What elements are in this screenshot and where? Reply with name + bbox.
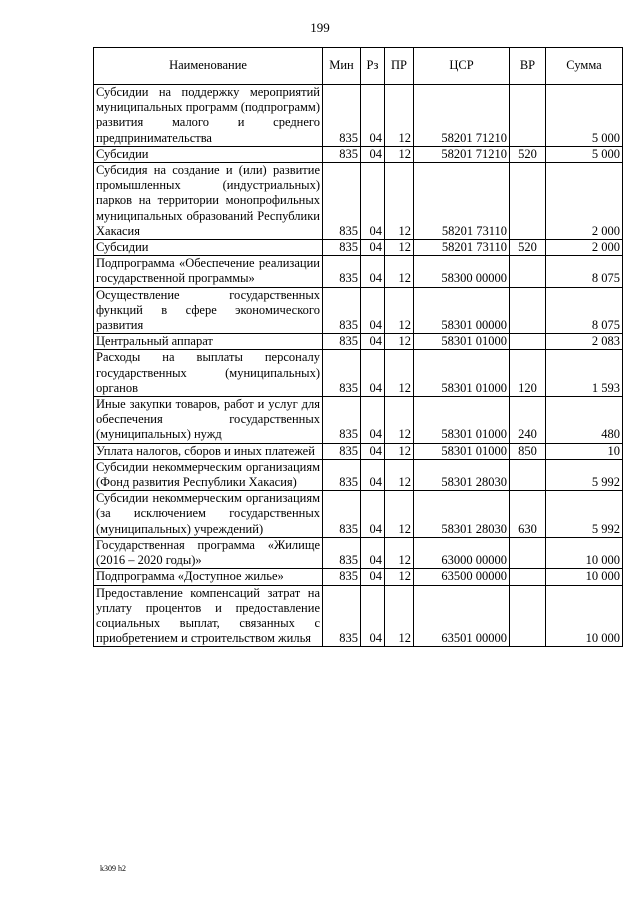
cell-vr [510, 256, 546, 287]
col-header-pr: ПР [385, 48, 414, 85]
cell-rz: 04 [361, 443, 385, 459]
cell-name: Субсидии некоммерческим организациям (Фонд развития Республики Хакасия) [94, 459, 323, 490]
cell-min: 835 [323, 85, 361, 147]
cell-pr: 12 [385, 491, 414, 538]
cell-csr: 58301 01000 [414, 334, 510, 350]
table-row [94, 443, 623, 459]
cell-vr: 630 [510, 491, 546, 538]
cell-sum: 10 000 [546, 537, 623, 568]
cell-sum: 8 075 [546, 256, 623, 287]
cell-pr: 12 [385, 85, 414, 147]
cell-name: Подпрограмма «Обеспечение реализации государственной программы» [94, 256, 323, 287]
cell-sum: 480 [546, 397, 623, 444]
table-row [94, 459, 623, 490]
cell-min: 835 [323, 585, 361, 647]
cell-csr: 58201 73110 [414, 163, 510, 240]
cell-name: Расходы на выплаты персоналу государственных (муниципальных) органов [94, 350, 323, 397]
cell-name: Субсидии [94, 146, 323, 162]
cell-pr: 12 [385, 397, 414, 444]
cell-sum: 2 000 [546, 163, 623, 240]
cell-rz: 04 [361, 585, 385, 647]
cell-sum: 5 000 [546, 85, 623, 147]
cell-csr: 58301 01000 [414, 350, 510, 397]
col-header-min: Мин [323, 48, 361, 85]
table-row [94, 287, 623, 334]
cell-rz: 04 [361, 569, 385, 585]
table-row [94, 85, 623, 147]
cell-name: Субсидия на создание и (или) развитие промышленных (индустриальных) парков на территории монопрофильных муниципальных образований Республики Хакасия [94, 163, 323, 240]
cell-csr: 58300 00000 [414, 256, 510, 287]
cell-min: 835 [323, 256, 361, 287]
cell-sum: 1 593 [546, 350, 623, 397]
cell-vr: 850 [510, 443, 546, 459]
cell-pr: 12 [385, 334, 414, 350]
cell-csr: 58301 00000 [414, 287, 510, 334]
header-row [94, 48, 623, 85]
cell-min: 835 [323, 459, 361, 490]
cell-vr [510, 334, 546, 350]
cell-csr: 58201 71210 [414, 85, 510, 147]
table-row [94, 163, 623, 240]
cell-name: Центральный аппарат [94, 334, 323, 350]
cell-min: 835 [323, 163, 361, 240]
cell-pr: 12 [385, 585, 414, 647]
cell-sum: 2 083 [546, 334, 623, 350]
table-row [94, 491, 623, 538]
cell-rz: 04 [361, 459, 385, 490]
cell-csr: 58201 73110 [414, 240, 510, 256]
cell-vr [510, 287, 546, 334]
cell-rz: 04 [361, 240, 385, 256]
cell-vr: 520 [510, 146, 546, 162]
cell-rz: 04 [361, 85, 385, 147]
cell-csr: 58301 28030 [414, 491, 510, 538]
col-header-rz: Рз [361, 48, 385, 85]
cell-rz: 04 [361, 491, 385, 538]
table-row [94, 240, 623, 256]
cell-sum: 8 075 [546, 287, 623, 334]
cell-min: 835 [323, 537, 361, 568]
cell-pr: 12 [385, 459, 414, 490]
cell-min: 835 [323, 334, 361, 350]
cell-pr: 12 [385, 537, 414, 568]
cell-min: 835 [323, 569, 361, 585]
cell-sum: 5 000 [546, 146, 623, 162]
cell-vr: 120 [510, 350, 546, 397]
cell-csr: 58201 71210 [414, 146, 510, 162]
table-row [94, 146, 623, 162]
table-row [94, 350, 623, 397]
cell-rz: 04 [361, 163, 385, 240]
cell-min: 835 [323, 287, 361, 334]
cell-rz: 04 [361, 146, 385, 162]
cell-csr: 58301 01000 [414, 443, 510, 459]
table-row [94, 334, 623, 350]
cell-pr: 12 [385, 443, 414, 459]
col-header-name: Наименование [94, 48, 323, 85]
cell-vr [510, 459, 546, 490]
cell-min: 835 [323, 146, 361, 162]
cell-pr: 12 [385, 163, 414, 240]
table-row [94, 569, 623, 585]
cell-rz: 04 [361, 287, 385, 334]
cell-pr: 12 [385, 350, 414, 397]
cell-name: Иные закупки товаров, работ и услуг для обеспечения государственных (муниципальных) нужд [94, 397, 323, 444]
budget-table [93, 47, 623, 647]
cell-vr [510, 85, 546, 147]
cell-vr: 520 [510, 240, 546, 256]
cell-pr: 12 [385, 256, 414, 287]
cell-name: Уплата налогов, сборов и иных платежей [94, 443, 323, 459]
cell-pr: 12 [385, 240, 414, 256]
cell-name: Предоставление компенсаций затрат на уплату процентов и предоставление социальных выплат, связанных с приобретением и строительством жилья [94, 585, 323, 647]
cell-csr: 63501 00000 [414, 585, 510, 647]
page-number: 199 [310, 20, 330, 35]
cell-min: 835 [323, 397, 361, 444]
col-header-csr: ЦСР [414, 48, 510, 85]
cell-csr: 58301 01000 [414, 397, 510, 444]
cell-vr [510, 537, 546, 568]
cell-vr [510, 585, 546, 647]
table-row [94, 256, 623, 287]
cell-sum: 10 [546, 443, 623, 459]
cell-name: Осуществление государственных функций в сфере экономического развития [94, 287, 323, 334]
cell-min: 835 [323, 240, 361, 256]
cell-sum: 2 000 [546, 240, 623, 256]
cell-rz: 04 [361, 350, 385, 397]
col-header-vr: ВР [510, 48, 546, 85]
cell-min: 835 [323, 350, 361, 397]
footer-code: k309 h2 [100, 864, 126, 873]
cell-pr: 12 [385, 569, 414, 585]
cell-sum: 10 000 [546, 585, 623, 647]
cell-vr [510, 569, 546, 585]
cell-rz: 04 [361, 537, 385, 568]
table-row [94, 585, 623, 647]
cell-sum: 5 992 [546, 459, 623, 490]
cell-vr [510, 163, 546, 240]
cell-rz: 04 [361, 334, 385, 350]
cell-min: 835 [323, 491, 361, 538]
cell-pr: 12 [385, 146, 414, 162]
cell-name: Подпрограмма «Доступное жилье» [94, 569, 323, 585]
cell-name: Субсидии некоммерческим организациям (за исключением государственных (муниципальных) учреждений) [94, 491, 323, 538]
cell-pr: 12 [385, 287, 414, 334]
cell-csr: 63500 00000 [414, 569, 510, 585]
cell-vr: 240 [510, 397, 546, 444]
cell-sum: 5 992 [546, 491, 623, 538]
cell-rz: 04 [361, 397, 385, 444]
cell-csr: 63000 00000 [414, 537, 510, 568]
cell-name: Государственная программа «Жилище (2016 – 2020 годы)» [94, 537, 323, 568]
cell-min: 835 [323, 443, 361, 459]
cell-name: Субсидии [94, 240, 323, 256]
cell-csr: 58301 28030 [414, 459, 510, 490]
cell-sum: 10 000 [546, 569, 623, 585]
table-row [94, 397, 623, 444]
col-header-sum: Сумма [546, 48, 623, 85]
cell-rz: 04 [361, 256, 385, 287]
table-row [94, 537, 623, 568]
cell-name: Субсидии на поддержку мероприятий муниципальных программ (подпрограмм) развития малого и среднего предпринимательства [94, 85, 323, 147]
